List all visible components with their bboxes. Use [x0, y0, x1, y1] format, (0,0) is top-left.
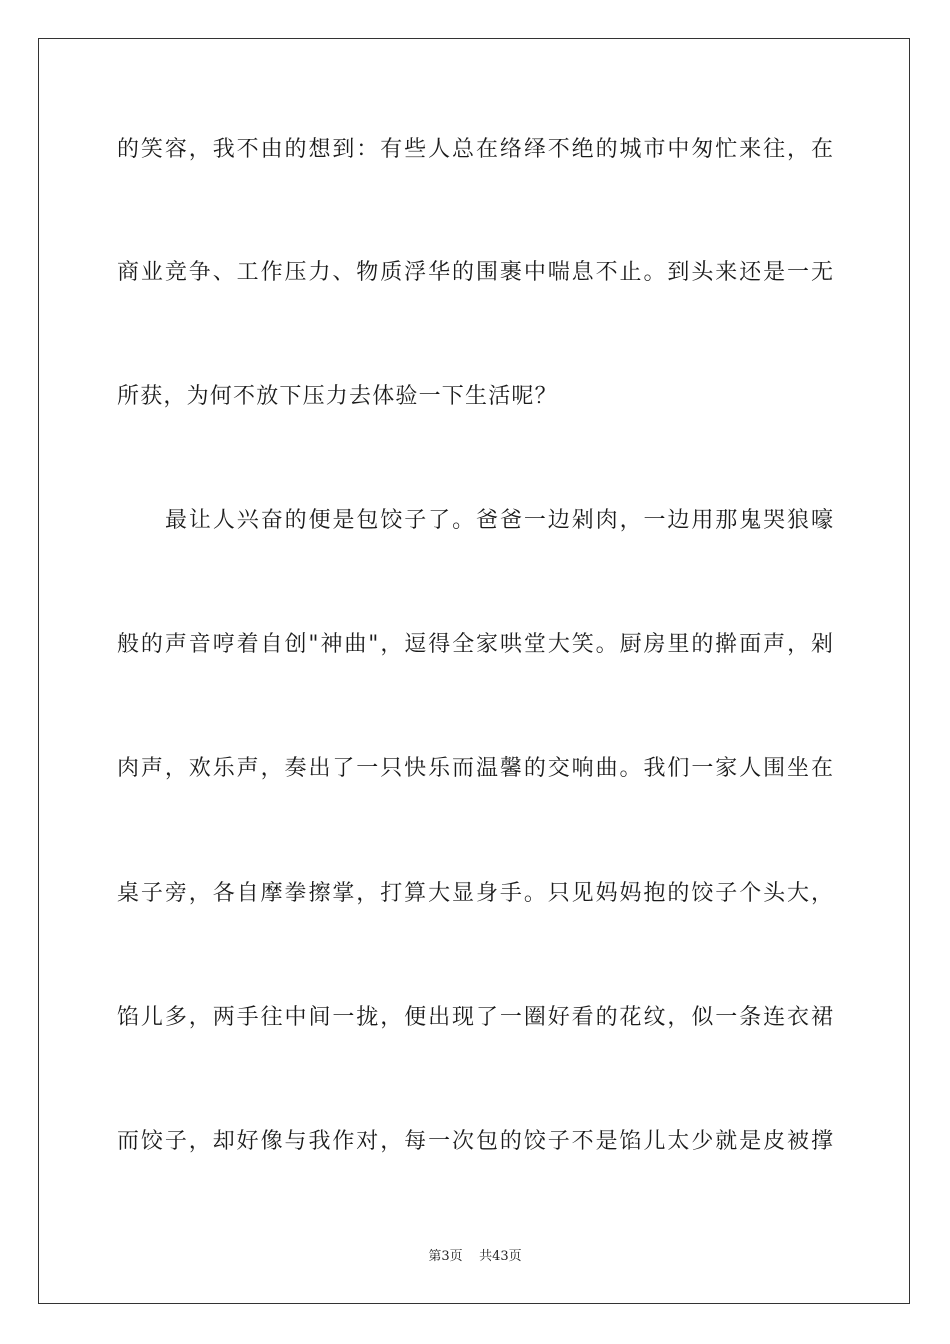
- paragraph-line-9: 而饺子，却好像与我作对，每一次包的饺子不是馅儿太少就是皮被撑: [117, 1129, 833, 1154]
- paragraph-line-1: 的笑容，我不由的想到：有些人总在络绎不绝的城市中匆忙来往，在: [117, 137, 833, 162]
- paragraph-line-8: 馅儿多，两手往中间一拢，便出现了一圈好看的花纹，似一条连衣裙: [117, 1005, 833, 1030]
- paragraph-line-2: 商业竞争、工作压力、物质浮华的围裹中喘息不止。到头来还是一无: [117, 260, 833, 285]
- total-pages: 共43页: [479, 1249, 522, 1264]
- paragraph-line-7: 桌子旁，各自摩拳擦掌，打算大显身手。只见妈妈抱的饺子个头大，: [117, 881, 833, 906]
- paragraph-line-6: 肉声，欢乐声，奏出了一只快乐而温馨的交响曲。我们一家人围坐在: [117, 756, 833, 781]
- page-border: [38, 38, 910, 1304]
- page-footer: [0, 1248, 950, 1266]
- paragraph-line-3: 所获，为何不放下压力去体验一下生活呢？: [117, 384, 558, 409]
- paragraph-line-5: 般的声音哼着自创"神曲"，逗得全家哄堂大笑。厨房里的擀面声，剁: [117, 632, 833, 657]
- page-number: 第3页: [428, 1249, 463, 1264]
- paragraph-line-4: 最让人兴奋的便是包饺子了。爸爸一边剁肉，一边用那鬼哭狼嚎: [165, 508, 833, 533]
